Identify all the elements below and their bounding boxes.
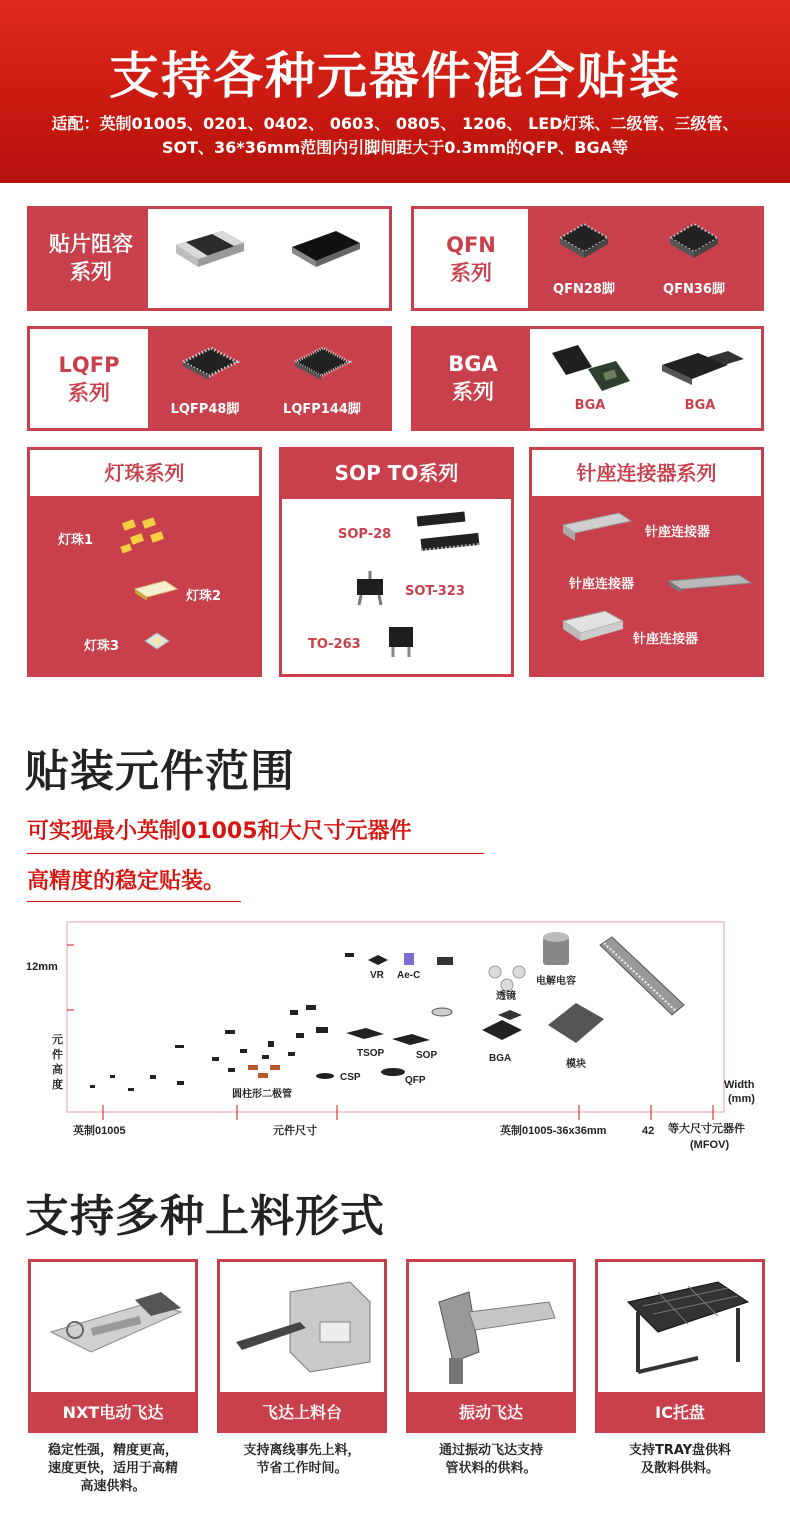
part-lens: 透镜 [496,991,516,1002]
desc-line1: 稳定性强，精度更高， [47,1443,178,1458]
bga-chip-icon [548,341,638,401]
label-line1: QFN [446,232,496,257]
fpc-connector-icon [665,571,755,599]
caption-led-2: 灯珠2 [186,589,222,604]
desc-line2: 及散料供料。 [640,1461,719,1476]
panel-lqfp [27,326,392,431]
x-unit-width: Width [724,1079,755,1091]
to263-chip-icon [381,621,425,661]
feed-label-ic-tray: IC托盘 [655,1403,705,1422]
range-line1-underline [27,853,484,854]
small-module-icon [437,957,453,965]
desc-line2: 管状料的供料。 [445,1461,537,1476]
lqfp48-chip-icon [175,338,245,390]
panel-sop-to [279,447,514,677]
panel-connector [529,447,764,677]
caption-bga-2: BGA [684,398,716,413]
caption-lqfp48: LQFP48脚 [170,402,240,417]
top-banner [0,0,790,183]
range-heading: 贴装元件范围 [25,746,295,797]
y-tick-12mm: 12mm [26,961,58,973]
x-tick-01005: 英制01005 [73,1125,126,1137]
y-label-3: 高 [52,1064,63,1076]
socket-connector-icon [559,607,631,647]
feed-image-area [598,1262,762,1392]
lens-icon-1 [489,966,501,978]
desc-line2: 节省工作时间。 [256,1461,348,1476]
label-line2: 系列 [70,260,112,284]
part-ae-c: Ae-C [397,970,421,981]
feeder-station-icon [220,1262,384,1392]
part-cylinder-diode: 圆柱形二极管 [232,1089,292,1100]
caption-qfn36: QFN36脚 [663,282,725,297]
lens-icon-2 [513,966,525,978]
x-unit-mm: (mm) [728,1093,755,1105]
label-line2: 系列 [452,380,494,404]
caption-chip-resistor: 贴片电阻 [183,282,236,297]
feed-image-area [409,1262,573,1392]
panel-image-area [530,329,761,428]
feeding-heading: 支持多种上料形式 [25,1191,385,1242]
sot323-chip-icon [347,569,395,609]
pin-header-icon [559,507,639,547]
qfp-icon [381,1068,405,1076]
feed-image-area [220,1262,384,1392]
panel-qfn [411,206,764,311]
caption-to263: TO-263 [308,637,361,652]
feed-desc-ic-tray [590,1442,770,1478]
x-tick-large: 等大尺寸元器件 [668,1123,745,1135]
csp-icon [316,1073,334,1079]
feed-label-table: 飞达上料台 [261,1403,342,1422]
caption-bga-1: BGA [574,398,606,413]
part-vr: VR [370,970,384,981]
y-label-2: 件 [52,1049,63,1061]
led2-icon [131,577,181,607]
caption-led-3: 灯珠3 [84,639,120,654]
capacitor-top [543,932,569,942]
feed-card-nxt [28,1259,198,1433]
x-tick-size: 元件尺寸 [273,1125,317,1137]
panel-label [35,230,147,286]
qfn28-chip-icon [554,216,614,268]
part-sop: SOP [416,1050,438,1061]
x-tick-range: 英制01005-36x36mm [500,1125,607,1137]
label-line2: 系列 [450,260,492,285]
desc-line2: 速度更快，适用于高精 [47,1461,178,1476]
lqfp144-chip-icon [287,338,357,390]
caption-connector-3: 针座连接器 [633,632,699,647]
label-line1: 贴片阻容 [49,232,133,256]
x-tick-42: 42 [642,1125,655,1137]
caption-qfn28: QFN28脚 [553,282,615,297]
caption-chip-capacitor: 贴片电容 [295,282,348,297]
sop28-chip-icon [409,510,489,562]
electric-feeder-icon [31,1262,195,1392]
vibration-feeder-icon [409,1262,573,1392]
desc-line1: 支持TRAY盘供料 [628,1443,732,1458]
part-electrolytic-capacitor: 电解电容 [536,976,576,987]
label-line1: LQFP [58,352,120,377]
caption-lqfp144: LQFP144脚 [283,402,361,417]
panel-bga [411,326,764,431]
part-tsop: TSOP [357,1048,385,1059]
caption-connector-1: 针座连接器 [645,525,711,540]
feed-desc-nxt [23,1442,203,1496]
qfn36-chip-icon [664,216,724,268]
bga-package-icon [658,347,748,397]
lens-icon-3 [501,979,513,991]
desc-line1: 支持离线事先上料， [243,1443,361,1458]
label-line2: 系列 [68,380,110,405]
y-label-4: 度 [52,1079,63,1091]
feed-card-table [217,1259,387,1433]
panel-title: 灯珠系列 [30,450,259,496]
part-csp: CSP [340,1072,361,1083]
panel-label [30,329,148,428]
desc-line3: 高速供料。 [80,1479,146,1494]
range-line1: 可实现最小英制01005和大尺寸元器件 [27,819,412,844]
feed-label-vibration: 振动飞达 [458,1403,523,1422]
banner-subtitle-line1: 适配：英制01005、0201、0402、 0603、 0805、 1206、 LED灯珠、二级管、三级管、 [51,114,739,133]
panel-title: 针座连接器系列 [532,450,761,496]
feed-card-ic-tray [595,1259,765,1433]
y-label-1: 元 [52,1034,63,1046]
banner-subtitle-line2: SOT、36*36mm范围内引脚间距大于0.3mm的QFP、BGA等 [162,138,628,157]
caption-led-1: 灯珠1 [58,533,94,548]
feed-label-nxt: NXT电动飞达 [62,1403,164,1422]
part-bga: BGA [489,1053,512,1064]
part-module: 模块 [566,1059,586,1070]
x-tick-mfov: (MFOV) [690,1139,730,1151]
ic-tray-icon [598,1262,762,1392]
panel-title: SOP TO系列 [279,447,514,499]
feed-image-area [31,1262,195,1392]
led3-icon [142,627,172,655]
feed-desc-table [212,1442,392,1478]
caption-connector-2: 针座连接器 [569,577,635,592]
chip-resistor-icon [170,223,250,273]
panel-resistor-capacitor [27,206,392,311]
caption-sot323: SOT-323 [405,584,465,599]
range-line2-underline [27,901,241,902]
panel-label [419,350,527,406]
led1-icon [119,515,171,555]
chip-capacitor-icon [286,223,366,273]
feed-desc-vibration [401,1442,581,1478]
range-line2: 高精度的稳定贴装。 [27,869,226,894]
panel-led [27,447,262,677]
panel-label [414,209,528,308]
small-round-part-icon [432,1008,452,1016]
caption-sop28: SOP-28 [338,527,392,542]
part-qfp: QFP [405,1075,426,1086]
ae-c-icon [404,953,414,965]
banner-title: 支持各种元器件混合贴装 [109,47,681,105]
feed-card-vibration [406,1259,576,1433]
desc-line1: 通过振动飞达支持 [438,1443,543,1458]
label-line1: BGA [448,352,498,376]
component-size-chart [0,915,790,1165]
